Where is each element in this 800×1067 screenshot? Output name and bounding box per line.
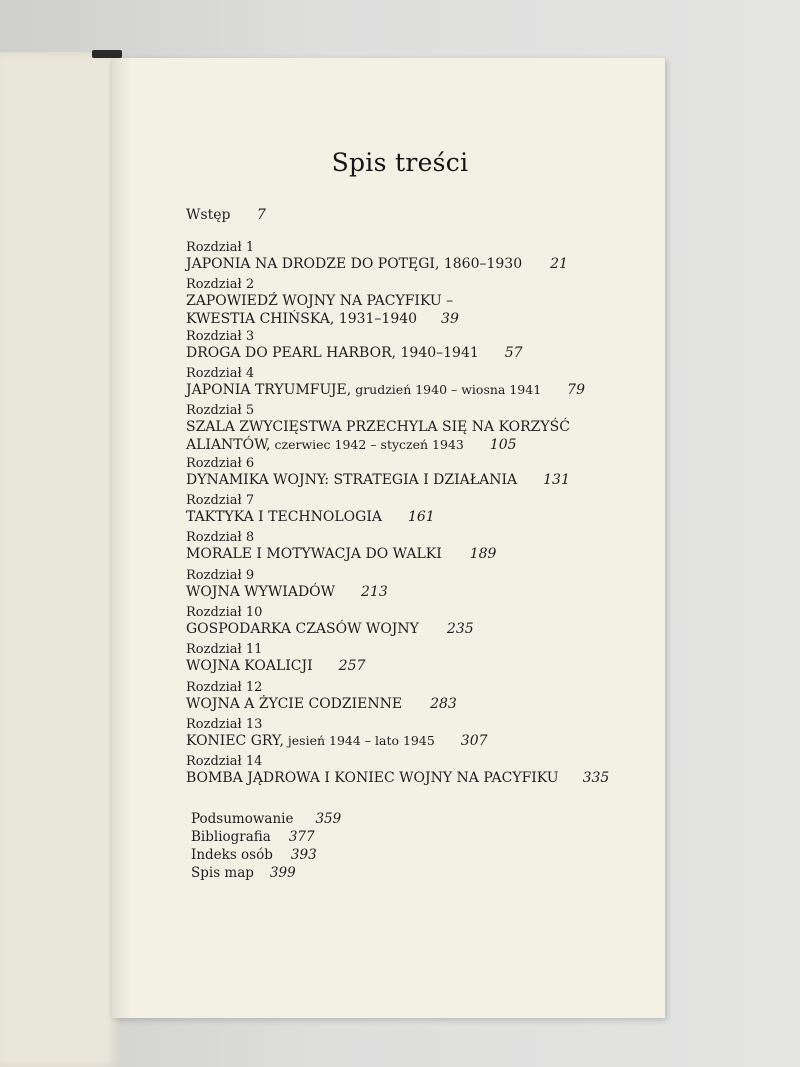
toc-chapter-14[interactable] <box>186 754 609 787</box>
chapter-label: Rozdział 13 <box>186 717 263 732</box>
chapter-title: KONIEC GRY, <box>186 733 284 749</box>
toc-chapter-2[interactable] <box>186 277 459 328</box>
chapter-label: Rozdział 8 <box>186 530 255 545</box>
toc-index[interactable] <box>191 847 317 863</box>
toc-summary[interactable] <box>191 811 341 827</box>
chapter-label: Rozdział 10 <box>186 605 263 620</box>
chapter-title: WOJNA A ŻYCIE CODZIENNE <box>186 696 403 712</box>
toc-chapter-3[interactable] <box>186 329 523 362</box>
backmatter-label: Bibliografia <box>191 829 271 845</box>
toc-chapter-13[interactable] <box>186 717 488 750</box>
chapter-label: Rozdział 5 <box>186 403 255 418</box>
chapter-label: Rozdział 3 <box>186 329 255 344</box>
toc-chapter-10[interactable] <box>186 605 474 638</box>
chapter-label: Rozdział 14 <box>186 754 263 769</box>
toc-bibliography[interactable] <box>191 829 315 845</box>
backmatter-page: 393 <box>290 847 317 863</box>
chapter-title: TAKTYKA I TECHNOLOGIA <box>186 509 382 525</box>
chapter-page: 161 <box>407 509 435 525</box>
chapter-label: Rozdział 2 <box>186 277 255 292</box>
chapter-page: 79 <box>567 382 585 398</box>
toc-chapter-1[interactable] <box>186 240 568 273</box>
chapter-title: WOJNA KOALICJI <box>186 658 313 674</box>
backmatter-page: 359 <box>315 811 342 827</box>
toc-chapter-12[interactable] <box>186 680 457 713</box>
chapter-label: Rozdział 6 <box>186 456 255 471</box>
chapter-page: 57 <box>504 345 523 361</box>
backmatter-page: 399 <box>269 865 296 881</box>
chapter-label: Rozdział 9 <box>186 568 255 583</box>
chapter-title: BOMBA JĄDROWA I KONIEC WOJNY NA PACYFIKU <box>186 770 559 786</box>
chapter-page: 39 <box>441 311 459 327</box>
chapter-page: 21 <box>550 256 568 272</box>
chapter-page: 335 <box>582 770 610 786</box>
chapter-title: ZAPOWIEDŹ WOJNY NA PACYFIKU – <box>186 293 454 309</box>
backmatter-label: Indeks osób <box>191 847 273 863</box>
toc-chapter-5[interactable] <box>186 403 570 454</box>
toc-chapter-9[interactable] <box>186 568 388 601</box>
toc-intro-label: Wstęp <box>186 207 231 223</box>
chapter-page: 257 <box>338 658 366 674</box>
chapter-title: JAPONIA NA DRODZE DO POTĘGI, 1860–1930 <box>186 256 523 272</box>
chapter-dates: grudzień 1940 – wiosna 1941 <box>351 382 542 397</box>
book-page-stack <box>0 52 120 1067</box>
backmatter-page: 377 <box>288 829 315 845</box>
chapter-title: DYNAMIKA WOJNY: STRATEGIA I DZIAŁANIA <box>186 472 518 488</box>
chapter-title: JAPONIA TRYUMFUJE, <box>186 382 352 398</box>
chapter-page: 283 <box>430 696 457 712</box>
backmatter-label: Spis map <box>191 865 254 881</box>
toc-chapter-8[interactable] <box>186 530 496 563</box>
chapter-page: 131 <box>543 472 570 488</box>
page-title: Spis treści <box>331 148 469 177</box>
toc-maps[interactable] <box>191 865 296 881</box>
toc-chapter-11[interactable] <box>186 642 365 675</box>
page-gutter-shadow <box>112 58 130 1018</box>
chapter-dates: jesień 1944 – lato 1945 <box>283 733 435 748</box>
chapter-label: Rozdział 12 <box>186 680 263 695</box>
chapter-page: 189 <box>469 546 497 562</box>
backmatter-label: Podsumowanie <box>191 811 294 827</box>
toc-intro-page: 7 <box>256 207 266 223</box>
chapter-label: Rozdział 11 <box>186 642 263 657</box>
chapter-label: Rozdział 1 <box>186 240 255 255</box>
book-cover-edge <box>92 50 122 58</box>
chapter-title: DROGA DO PEARL HARBOR, 1940–1941 <box>186 345 479 361</box>
chapter-title: MORALE I MOTYWACJA DO WALKI <box>186 546 442 562</box>
toc-chapter-7[interactable] <box>186 493 435 526</box>
chapter-label: Rozdział 4 <box>186 366 255 381</box>
toc-intro[interactable] <box>186 207 266 223</box>
chapter-title: WOJNA WYWIADÓW <box>186 584 336 600</box>
chapter-page: 105 <box>489 437 517 453</box>
chapter-page: 213 <box>361 584 388 600</box>
chapter-title-cont: KWESTIA CHIŃSKA, 1931–1940 <box>186 311 418 327</box>
chapter-page: 235 <box>446 621 474 637</box>
chapter-title-cont: ALIANTÓW, <box>186 437 271 453</box>
toc-chapter-6[interactable] <box>186 456 570 489</box>
chapter-title: GOSPODARKA CZASÓW WOJNY <box>186 621 419 637</box>
chapter-title: SZALA ZWYCIĘSTWA PRZECHYLA SIĘ NA KORZYŚĆ <box>186 419 570 435</box>
toc-chapter-4[interactable] <box>186 366 585 399</box>
chapter-page: 307 <box>460 733 488 749</box>
chapter-label: Rozdział 7 <box>186 493 255 508</box>
chapter-dates: czerwiec 1942 – styczeń 1943 <box>270 437 464 452</box>
